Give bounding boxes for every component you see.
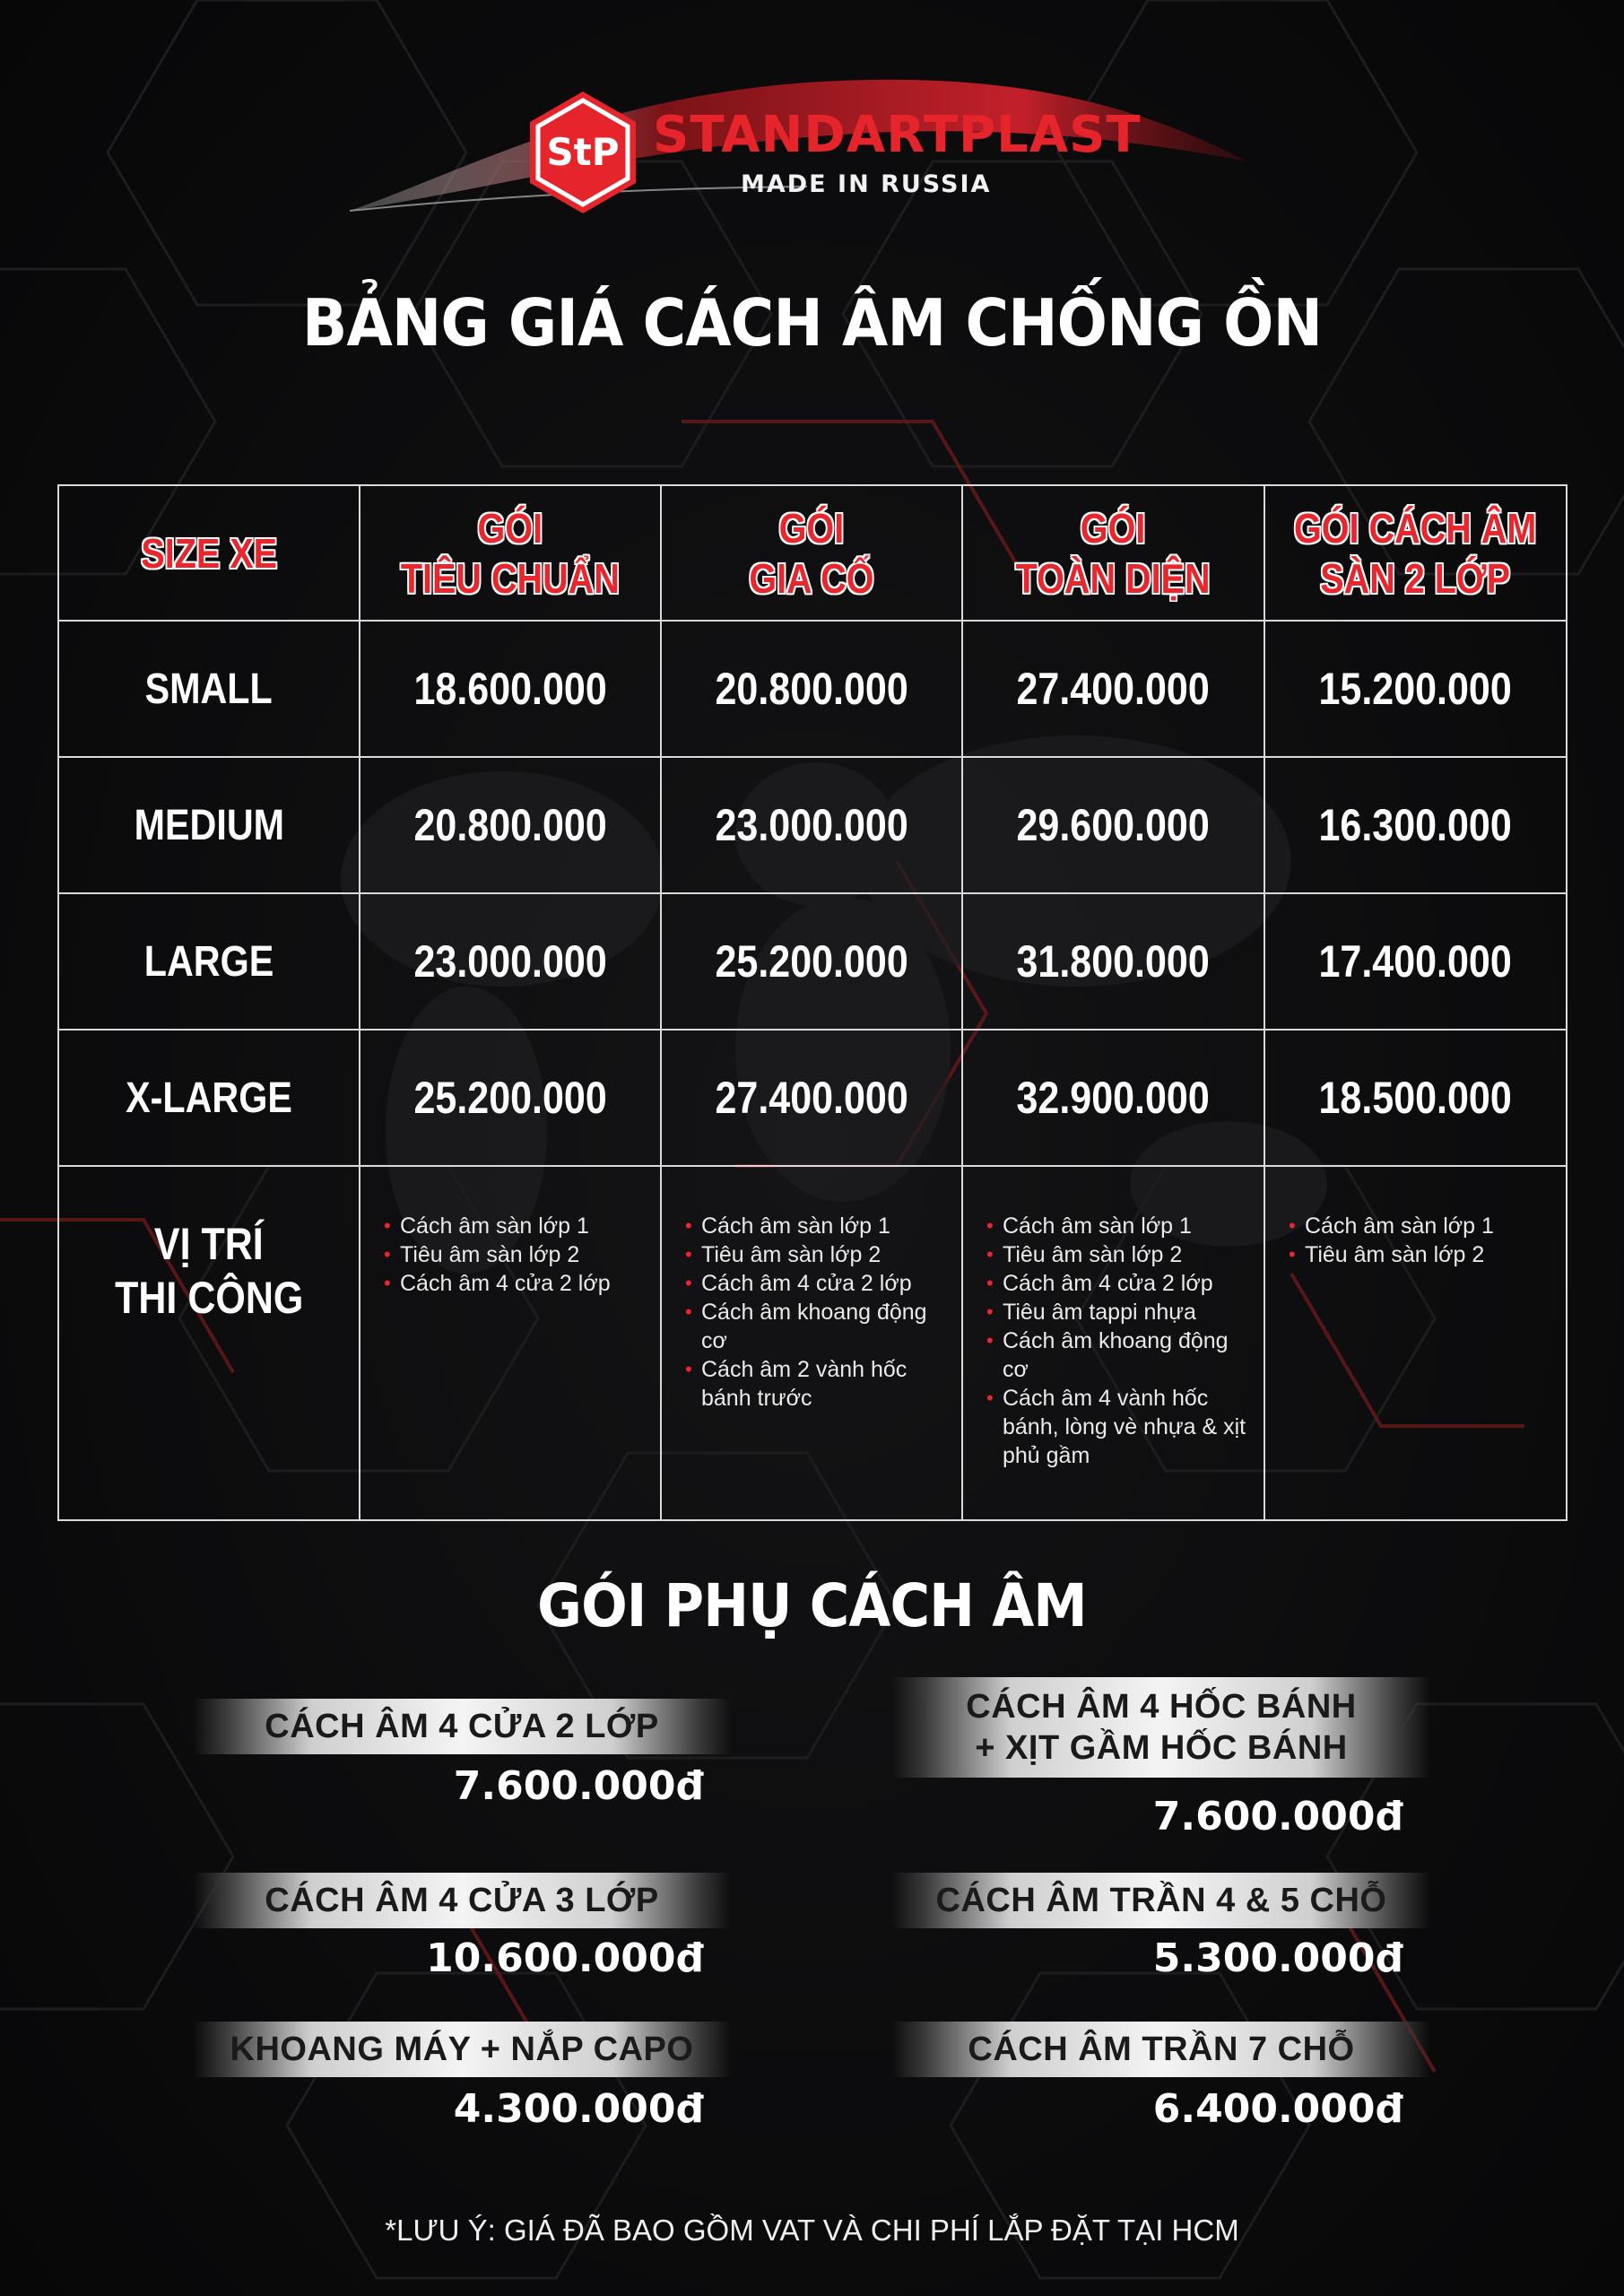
header-floor-2-layer-package: GÓI CÁCH ÂM SÀN 2 LỚP	[1264, 485, 1567, 621]
list-item: • Tiêu âm tappi nhựa	[986, 1298, 1255, 1326]
table-row-installation-position	[58, 1166, 1567, 1520]
list-item: • Cách âm khoang động cơ	[685, 1298, 952, 1355]
list-item: • Cách âm sàn lớp 1	[1289, 1212, 1557, 1240]
price-cell: 17.400.000	[1264, 893, 1567, 1030]
table-row	[58, 893, 1567, 1030]
list-item: • Tiêu âm sàn lớp 2	[685, 1240, 952, 1269]
position-list-floor-2-layer	[1264, 1166, 1567, 1520]
addon-price: 7.600.000đ	[1152, 1794, 1403, 1839]
table-row	[58, 621, 1567, 757]
price-cell: 27.400.000	[962, 621, 1264, 757]
size-large: LARGE	[58, 893, 360, 1030]
list-item: • Tiêu âm sàn lớp 2	[986, 1240, 1255, 1269]
brand-name: STANDARTPLAST	[653, 106, 1142, 164]
table-row	[58, 757, 1567, 893]
size-medium: MEDIUM	[58, 757, 360, 893]
price-cell: 23.000.000	[661, 757, 962, 893]
addon-label-line: + XỊT GẦM HỐC BÁNH	[975, 1729, 1348, 1767]
price-cell: 27.400.000	[661, 1030, 962, 1166]
addon-label-line: CÁCH ÂM 4 HỐC BÁNH	[966, 1688, 1357, 1726]
footnote: *LƯU Ý: GIÁ ĐÃ BAO GỒM VAT VÀ CHI PHÍ LẮP ĐẶT TẠI HCM	[385, 2213, 1239, 2247]
table-row	[58, 1030, 1567, 1166]
addon-label: CÁCH ÂM TRẦN 7 CHỖ	[892, 2022, 1430, 2077]
addon-label: CÁCH ÂM 4 CỬA 2 LỚP	[193, 1699, 731, 1754]
list-item: • Cách âm 4 cửa 2 lớp	[384, 1269, 651, 1298]
table-header-row	[58, 485, 1567, 621]
list-item: • Cách âm sàn lớp 1	[384, 1212, 651, 1240]
price-cell: 31.800.000	[962, 893, 1264, 1030]
brand-logo	[0, 0, 1624, 251]
list-item: • Cách âm sàn lớp 1	[986, 1212, 1255, 1240]
installation-position-label: VỊ TRÍ THI CÔNG	[58, 1166, 360, 1520]
price-cell: 18.500.000	[1264, 1030, 1567, 1166]
price-cell: 25.200.000	[360, 1030, 661, 1166]
price-cell: 32.900.000	[962, 1030, 1264, 1166]
addon-price: 10.600.000đ	[426, 1935, 704, 1981]
addon-label	[892, 1677, 1430, 1778]
price-cell: 25.200.000	[661, 893, 962, 1030]
header-standard-package: GÓI TIÊU CHUẨN	[360, 485, 661, 621]
price-cell: 29.600.000	[962, 757, 1264, 893]
position-list-standard	[360, 1166, 661, 1520]
price-cell: 20.800.000	[661, 621, 962, 757]
addon-label: CÁCH ÂM 4 CỬA 3 LỚP	[193, 1873, 731, 1928]
position-list-reinforced	[661, 1166, 962, 1520]
stp-badge-icon	[525, 90, 641, 215]
position-list-comprehensive	[962, 1166, 1264, 1520]
price-cell: 15.200.000	[1264, 621, 1567, 757]
header-size: SIZE XE	[58, 485, 360, 621]
brand-tagline: MADE IN RUSSIA	[741, 170, 992, 198]
list-item: • Cách âm sàn lớp 1	[685, 1212, 952, 1240]
badge-text: StP	[546, 130, 620, 174]
addon-label: CÁCH ÂM TRẦN 4 & 5 CHỖ	[892, 1873, 1430, 1928]
page-title: BẢNG GIÁ CÁCH ÂM CHỐNG ỒN	[301, 285, 1323, 361]
header-reinforced-package: GÓI GIA CỐ	[661, 485, 962, 621]
addon-label: KHOANG MÁY + NẮP CAPO	[193, 2022, 731, 2077]
list-item: • Cách âm 4 vành hốc bánh, lòng vè nhựa & xịt phủ gầm	[986, 1384, 1255, 1470]
addon-price: 5.300.000đ	[1152, 1935, 1403, 1981]
price-cell: 20.800.000	[360, 757, 661, 893]
price-cell: 16.300.000	[1264, 757, 1567, 893]
list-item: • Cách âm khoang động cơ	[986, 1326, 1255, 1384]
list-item: • Tiêu âm sàn lớp 2	[384, 1240, 651, 1269]
size-small: SMALL	[58, 621, 360, 757]
header-comprehensive-package: GÓI TOÀN DIỆN	[962, 485, 1264, 621]
addon-price: 6.400.000đ	[1152, 2086, 1403, 2132]
list-item: • Tiêu âm sàn lớp 2	[1289, 1240, 1557, 1269]
list-item: • Cách âm 4 cửa 2 lớp	[685, 1269, 952, 1298]
addon-price: 7.600.000đ	[453, 1763, 704, 1809]
price-cell: 18.600.000	[360, 621, 661, 757]
addon-price: 4.300.000đ	[453, 2086, 704, 2132]
price-table	[57, 484, 1568, 1521]
list-item: • Cách âm 4 cửa 2 lớp	[986, 1269, 1255, 1298]
list-item: • Cách âm 2 vành hốc bánh trước	[685, 1355, 952, 1413]
size-x-large: X-LARGE	[58, 1030, 360, 1166]
price-cell: 23.000.000	[360, 893, 661, 1030]
addons-title: GÓI PHỤ CÁCH ÂM	[537, 1571, 1087, 1640]
